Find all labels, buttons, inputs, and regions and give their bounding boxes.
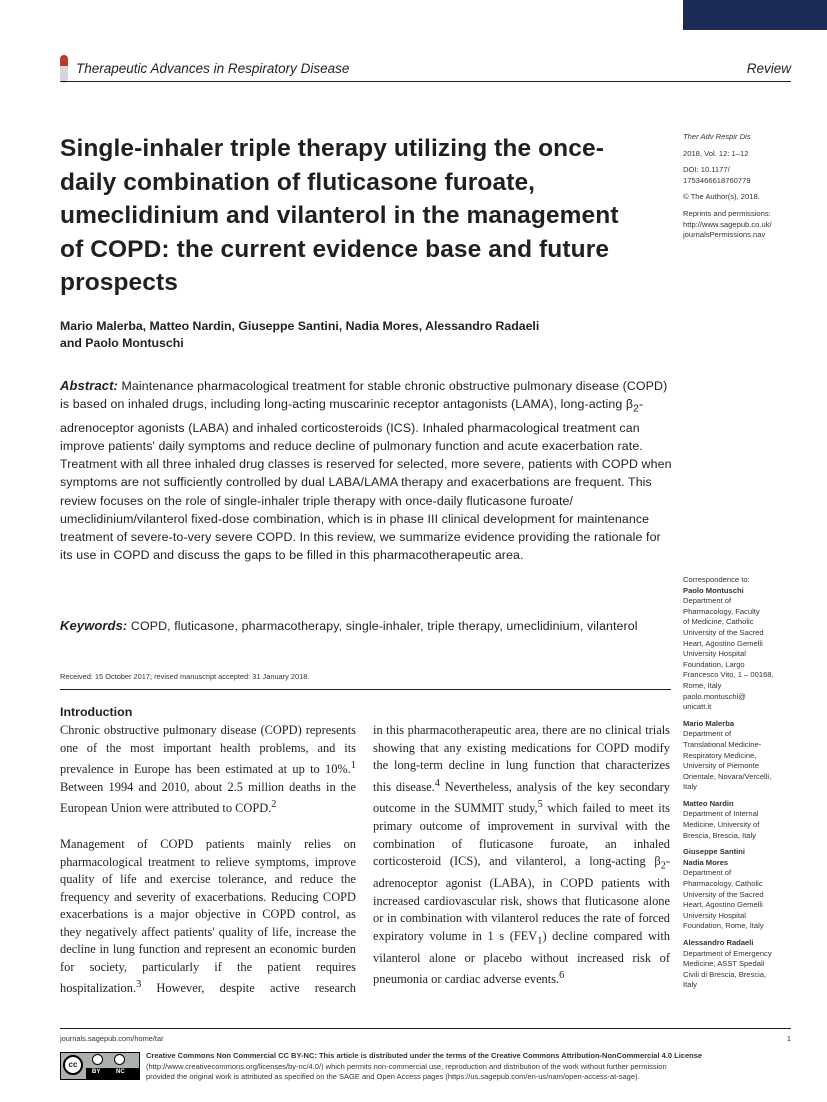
keywords [60,617,672,635]
intro-heading: Introduction [60,705,133,719]
article-type: Review [746,61,791,76]
meta-reprints-url-2[interactable]: journalsPermissions.nav [683,230,766,240]
badge-nc-label: NC [116,1069,125,1075]
meta-journal: Ther Adv Respir Dis [683,132,751,141]
journal-corner-bar [683,0,827,30]
meta-volume: 2018, Vol. 12: 1–12 [683,148,749,158]
meta-copyright: © The Author(s), 2018. [683,192,760,202]
journal-name: Therapeutic Advances in Respiratory Disease [76,61,350,76]
cc-logo-icon: cc [63,1055,83,1075]
author-line-2: and Paolo Montuschi [60,336,184,350]
keywords-text: COPD, fluticasone, pharmacotherapy, single-inhaler, triple therapy, umeclidinium, vilanterol [130,619,638,633]
corr-email[interactable]: paolo.montuschi@ [683,691,747,701]
meta-reprints-url-1[interactable]: http://www.sagepub.co.uk/ [683,219,772,229]
keywords-label: Keywords: [60,618,128,633]
reference-link[interactable]: 3 [136,979,142,991]
badge-by-label: BY [92,1069,101,1075]
section-divider [60,689,671,690]
abstract [60,377,672,565]
license-text: Creative Commons Non Commercial CC BY-NC: This article is distributed under the terms of the Creative Commons Attribution-NonCommercial 4.0 License (http://www.creativecommons.org/licenses/by-nc/4.0/) which permits non-commercial use, reproduction and distribution of the work without further permission provided the original work is attributed as specified on the SAGE and Open Access pages (https://us.sagepub.com/en-us/nam/open-access-at-sage). [146,1051,703,1082]
abstract-label: Abstract: [60,378,118,393]
author-affil-name: Nadia Mores [683,857,729,867]
noncommercial-icon [114,1054,125,1065]
page-number: 1 [786,1034,791,1043]
corr-email[interactable]: unicatt.it [683,702,712,712]
paragraph: Chronic obstructive pulmonary disease (COPD) represents one of the most important health problems, and its prevalence in Europe has been estimated at up to 10%.$^1$ Between 1994 and 2010, about 2.5 million deaths in the European Union were attributed to COPD.$^2$ [60,723,356,816]
author-affil-name: Mario Malerba [683,718,735,728]
paragraph: Management of COPD patients mainly relies on pharmacological treatment to relieve symptoms, improve quality of life and exercise tolerance, and reduce the frequency and severity of exacerbations. Reducing COPD exacerbations is a major objective in COPD control, as they negatively affect patients' quality of life, increase the decline in lung function and represent an economic burden for society, particularly if the patient requires hospitalization.$^3$ However, despite active research [60,836,356,996]
paragraph: in this pharmacotherapeutic area, there are no clinical trials showing that any existing medications for COPD modify the long-term decline in lung function that characterizes this disease.$^4$ Nevertheless, analysis of the key secondary outcome in the SUMMIT study,$^5$ which failed to meet its primary outcome of improvement in survival with the combination of fluticasone furoate, an inhaled corticosteroid (ICS), and vilanterol, a long-acting $\beta_2$-adrenoceptor agonist (LABA), in COPD patients with increased cardiovascular risk, shows that fluticasone alone or in combination with vilanterol reduces the rate of forced expiratory volume in 1 s $(FEV_1)$ decline compared with vilanterol alone or placebo without increased risk of pneumonia or cardiac adverse events.$^6$ [373,723,671,987]
body-column-2 [373,722,670,989]
body-column-1 [60,722,356,998]
reference-link[interactable]: 1 [350,760,356,772]
footer-divider [60,1028,791,1029]
article-title: Single-inhaler triple therapy utilizing the once-daily combination of fluticasone furoate, umeclidinium and vilanterol in the management of COPD: the current evidence base and future prospects [60,135,619,296]
footer-journal-url[interactable]: journals.sagepub.com/home/tar [60,1034,164,1043]
author-affil-name: Matteo Nardin [683,798,734,808]
reference-link[interactable]: 6 [559,970,565,982]
meta-doi-value[interactable]: 1753466618760779 [683,175,751,185]
received-dates: Received: 15 October 2017; revised manuscript accepted: 31 January 2018. [60,672,310,681]
corr-name: Paolo Montuschi [683,585,744,595]
author-line-1: Mario Malerba, Matteo Nardin, Giuseppe Santini, Nadia Mores, Alessandro Radaeli [60,319,540,333]
journal-logo-icon [60,55,68,83]
reference-link[interactable]: 5 [537,799,543,811]
author-affil-name: Alessandro Radaeli [683,938,754,947]
abstract-subscript: 2 [633,403,640,415]
abstract-text-1: Maintenance pharmacological treatment for stable chronic obstructive pulmonary disease (COPD) is based on inhaled drugs, including long-acting muscarinic receptor antagonists (LAMA), long-acting β [60,379,668,412]
correspondence: Correspondence to: Paolo Montuschi Department of Pharmacology, Faculty of Medicine, Catholic University of the Sacred Heart, Agostino Gemelli University Hospital Foundation, Largo Francesco Vito, 1 – 00168, Rome, Italy paolo.montuschi@ unicatt.it Mario Malerba Department of Translational Medicine- Respiratory Medicine, University of Piemonte Orientale, Novara/Vercelli, Italy Matteo Nardin Department of Internal Medicine, University of Brescia, Brescia, Italy Giuseppe Santini Nadia Mores Department of Pharmacology, Catholic University of the Sacred Heart, Agostino Gemelli University Hospital Foundation, Rome, Italy Alessandro Radaeli Department of Emergency Medicine, ASST Spedali Civili di Brescia, Brescia, Italy [683,575,808,991]
header-divider [60,81,791,82]
abstract-text-2: -adrenoceptor agonists (LABA) and inhaled corticosteroids (ICS). Inhaled pharmacological treatment can improve patients' daily symptoms and reduce decline of pulmonary function and acute exacerbation rate. Treatment with all three inhaled drug classes is reserved for selected, more severe, patients with COPD when symptoms are not sufficiently controlled by dual LABA/LAMA therapy and exacerbations are frequent. This review focuses on the role of single-inhaler triple therapy with once-daily fluticasone furoate/ umeclidinium/vilanterol fixed-dose combination, which is in phase III clinical development for maintenance treatment of severe-to-very severe COPD. In this review, we summarize evidence providing the rationale for its use in COPD and discuss the gaps to be filled in this pharmacotherapeutic area. [60,397,672,563]
attribution-icon [92,1054,103,1065]
article-meta [683,132,808,241]
reference-link[interactable]: 4 [434,777,440,789]
reference-link[interactable]: 2 [271,799,277,811]
corr-label: Correspondence to: [683,575,750,584]
author-affil-name: Giuseppe Santini [683,847,746,857]
author-list [60,318,620,352]
meta-reprints-label: Reprints and permissions: [683,208,771,218]
meta-doi-label: DOI: 10.1177/ [683,165,730,175]
